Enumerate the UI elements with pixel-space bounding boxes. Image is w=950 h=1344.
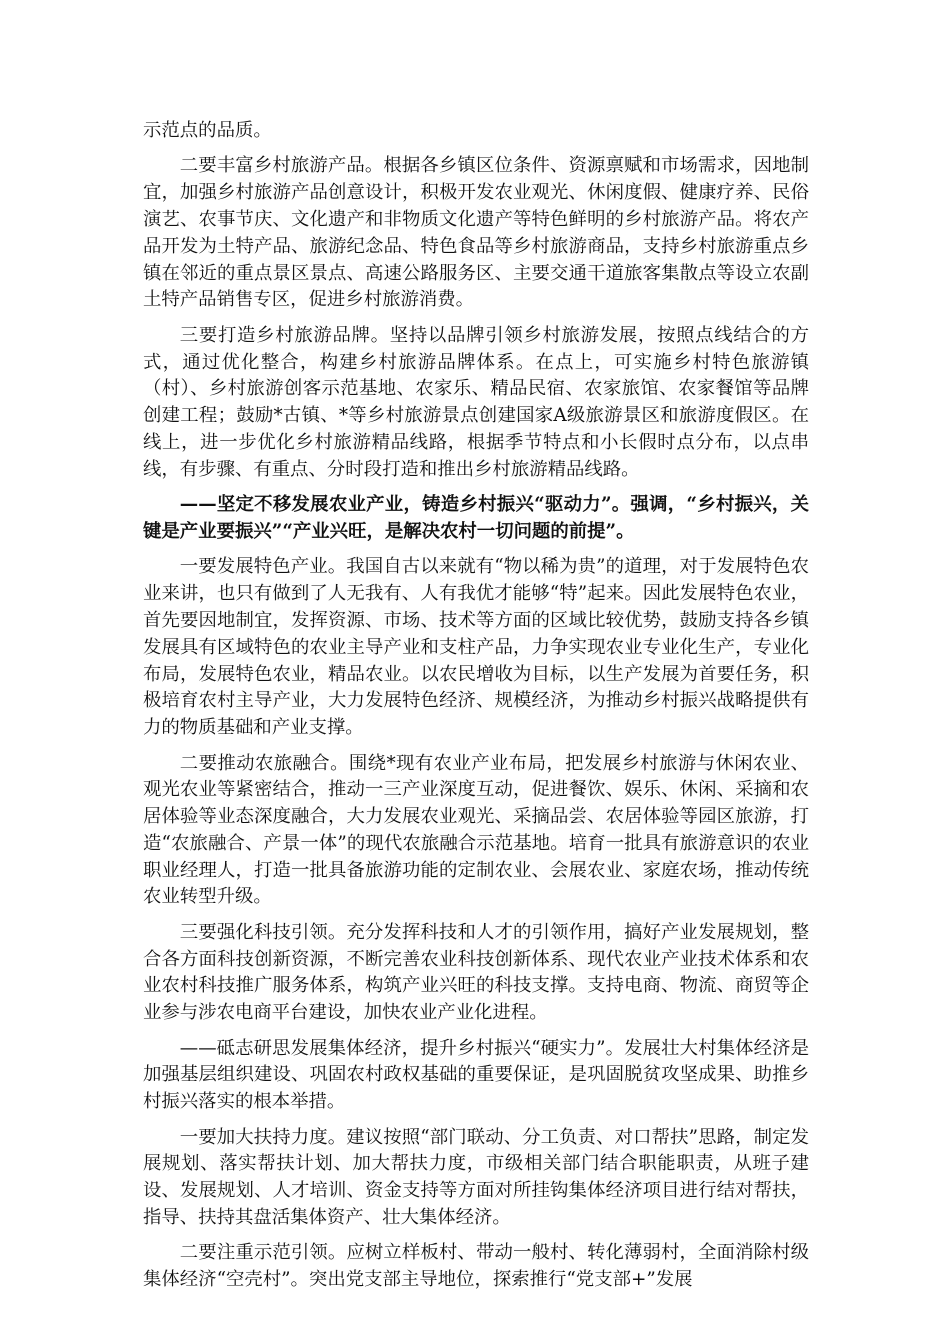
- section-heading-agriculture-industry: ——坚定不移发展农业产业，铸造乡村振兴“驱动力”。强调，“乡村振兴，关键是产业要振兴”“产业兴旺，是解决农村一切问题的前提”。: [143, 494, 809, 542]
- paragraph-specialty-industry: 一要发展特色产业。我国自古以来就有“物以稀为贵”的道理，对于发展特色农业来讲，也只有做到了人无我有、人有我优才能够“特”起来。因此发展特色农业，首先要因地制宜，发挥资源、市场、技术等方面的区域比较优势，鼓励支持各乡镇发展具有区域特色的农业主导产业和支柱产品，力争实现农业专业化生产，专业化布局，发展特色农业，精品农业。以农民增收为目标，以生产发展为首要任务，积极培育农村主导产业，大力发展特色经济、规模经济，为推动乡村振兴战略提供有力的物质基础和产业支撑。: [143, 556, 809, 739]
- paragraph-collective-economy: ——砥志研思发展集体经济，提升乡村振兴“硬实力”。发展壮大村集体经济是加强基层组织建设、巩固农村政权基础的重要保证，是巩固脱贫攻坚成果、助推乡村振兴落实的根本举措。: [143, 1037, 809, 1113]
- paragraph-demonstration-leadership: 二要注重示范引领。应树立样板村、带动一般村、转化薄弱村，全面消除村级集体经济“空壳村”。突出党支部主导地位，探索推行“党支部+”发展: [143, 1242, 809, 1291]
- paragraph-agri-tourism-integration: 二要推动农旅融合。围绕*现有农业产业布局，把发展乡村旅游与休闲农业、观光农业等紧密结合，推动一三产业深度互动，促进餐饮、娱乐、休闲、采摘和农居体验等业态深度融合，大力发展农业观光、采摘品尝、农居体验等园区旅游，打造“农旅融合、产景一体”的现代农旅融合示范基地。培育一批具有旅游意识的农业职业经理人，打造一批具备旅游功能的定制农业、会展农业、家庭农场，推动传统农业转型升级。: [143, 752, 809, 908]
- paragraph-support-strength: 一要加大扶持力度。建议按照“部门联动、分工负责、对口帮扶”思路，制定发展规划、落实帮扶计划、加大帮扶力度，市级相关部门结合职能职责，从班子建设、发展规划、人才培训、资金支持等方面对所挂钩集体经济项目进行结对帮扶，指导、扶持其盘活集体资产、壮大集体经济。: [143, 1126, 809, 1229]
- paragraph-technology-leadership: 三要强化科技引领。充分发挥科技和人才的引领作用，搞好产业发展规划，整合各方面科技创新资源，不断完善农业科技创新体系、现代农业产业技术体系和农业农村科技推广服务体系，构筑产业兴旺的科技支撑。支持电商、物流、商贸等企业参与涉农电商平台建设，加快农业产业化进程。: [143, 921, 809, 1024]
- paragraph-continuation: 示范点的品质。: [143, 120, 272, 141]
- paragraph-rural-tourism-brand: 三要打造乡村旅游品牌。坚持以品牌引领乡村旅游发展，按照点线结合的方式，通过优化整合，构建乡村旅游品牌体系。在点上，可实施乡村特色旅游镇（村）、乡村旅游创客示范基地、农家乐、精品民宿、农家旅馆、农家餐馆等品牌创建工程；鼓励*古镇、*等乡村旅游景点创建国家A级旅游景区和旅游度假区。在线上，进一步优化乡村旅游精品线路，根据季节特点和小长假时点分布，以点串线，有步骤、有重点、分时段打造和推出乡村旅游精品线路。: [143, 324, 809, 480]
- paragraph-rural-tourism-products: 二要丰富乡村旅游产品。根据各乡镇区位条件、资源禀赋和市场需求，因地制宜，加强乡村旅游产品创意设计，积极开发农业观光、休闲度假、健康疗养、民俗演艺、农事节庆、文化遗产和非物质文化遗产等特色鲜明的乡村旅游产品。将农产品开发为土特产品、旅游纪念品、特色食品等乡村旅游商品，支持乡村旅游重点乡镇在邻近的重点景区景点、高速公路服务区、主要交通干道旅客集散点等设立农副土特产品销售专区，促进乡村旅游消费。: [143, 155, 809, 311]
- document-body: [143, 118, 809, 1303]
